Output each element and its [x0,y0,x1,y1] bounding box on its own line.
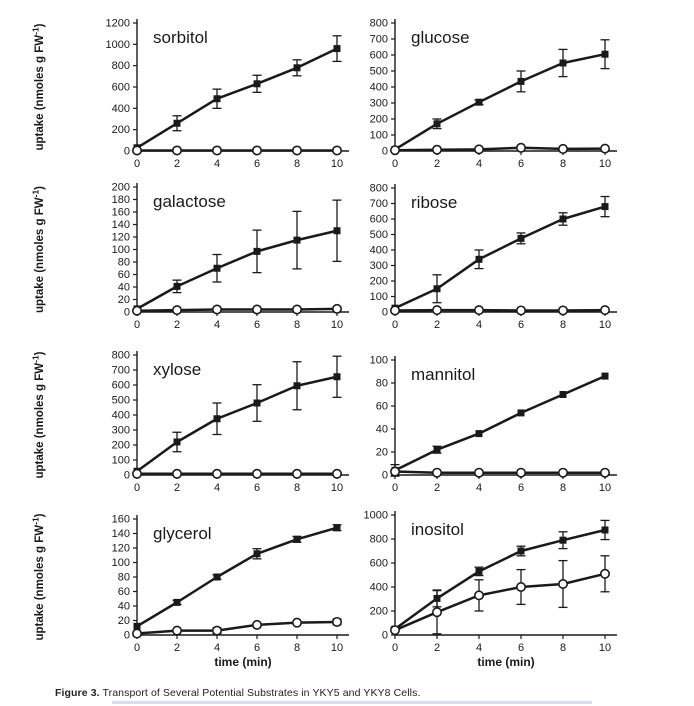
svg-text:100: 100 [369,129,388,142]
svg-text:2: 2 [173,482,181,494]
svg-text:0: 0 [123,629,130,642]
svg-text:10: 10 [598,482,612,494]
svg-text:60: 60 [375,400,388,413]
svg-text:120: 120 [111,231,130,244]
svg-text:40: 40 [117,600,130,613]
svg-text:500: 500 [111,394,130,407]
svg-text:xylose: xylose [153,360,202,379]
svg-text:700: 700 [369,198,388,210]
svg-text:10: 10 [598,642,612,654]
svg-text:6: 6 [253,642,261,654]
svg-text:4: 4 [213,158,221,170]
svg-text:8: 8 [293,482,301,494]
svg-text:6: 6 [253,319,261,331]
svg-text:300: 300 [111,424,130,437]
svg-text:0: 0 [381,469,388,482]
svg-text:glucose: glucose [411,28,470,47]
svg-text:8: 8 [559,319,567,331]
svg-text:100: 100 [369,291,388,303]
svg-text:0: 0 [381,306,388,319]
svg-text:0: 0 [391,482,399,494]
svg-text:8: 8 [559,158,567,170]
svg-text:100: 100 [111,244,130,256]
chart-panel-8 [360,505,694,706]
svg-text:1000: 1000 [363,509,388,522]
panel-3 [30,170,360,335]
svg-text:1200: 1200 [105,17,130,30]
svg-text:ribose: ribose [411,193,458,212]
svg-text:2: 2 [433,319,441,331]
svg-text:galactose: galactose [153,192,226,211]
svg-text:140: 140 [111,219,130,231]
svg-text:time (min): time (min) [477,655,535,669]
svg-text:uptake (nmoles g FW-1): uptake (nmoles g $FW^{-1}$) [30,185,46,314]
svg-text:200: 200 [369,605,388,618]
svg-text:800: 800 [369,533,388,546]
svg-text:10: 10 [330,642,344,654]
svg-text:800: 800 [369,182,388,195]
svg-text:140: 140 [111,528,130,540]
svg-text:800: 800 [369,17,388,30]
svg-text:800: 800 [111,60,130,73]
svg-text:4: 4 [475,158,483,170]
svg-text:400: 400 [369,244,388,257]
svg-text:200: 200 [111,124,130,137]
chart-panel-3 [30,170,360,335]
svg-text:4: 4 [475,642,483,654]
svg-text:80: 80 [117,571,130,584]
svg-text:500: 500 [369,229,388,241]
svg-text:400: 400 [369,581,388,594]
svg-text:400: 400 [111,102,130,115]
svg-text:8: 8 [293,642,301,654]
svg-text:300: 300 [369,260,388,272]
svg-text:160: 160 [111,206,130,219]
svg-text:10: 10 [598,319,612,331]
svg-text:0: 0 [133,158,141,170]
svg-text:700: 700 [111,364,130,377]
svg-text:40: 40 [375,423,388,436]
figure-caption [55,687,420,699]
svg-text:0: 0 [133,319,141,331]
svg-text:2: 2 [173,319,181,331]
svg-text:6: 6 [517,158,525,170]
chart-panel-7 [30,505,360,706]
chart-panel-1 [30,5,360,170]
svg-text:0: 0 [381,629,388,642]
figure-caption-text: Transport of Several Potential Substrates in YKY5 and YKY8 Cells. [102,687,421,699]
svg-text:4: 4 [213,482,221,494]
svg-text:600: 600 [111,379,130,392]
svg-text:4: 4 [475,319,483,331]
svg-text:0: 0 [381,145,388,158]
svg-text:60: 60 [117,269,130,281]
chart-panel-2 [360,5,694,170]
svg-text:180: 180 [111,194,130,206]
svg-text:1000: 1000 [105,38,130,51]
svg-text:60: 60 [117,586,130,598]
svg-text:uptake (nmoles g FW-1): uptake (nmoles g $FW^{-1}$) [30,23,46,151]
chart-panel-6 [360,340,694,505]
svg-text:sorbitol: sorbitol [153,28,208,47]
panel-2 [360,5,694,170]
svg-text:20: 20 [117,615,130,627]
svg-text:200: 200 [369,113,388,126]
svg-text:100: 100 [111,557,130,569]
svg-text:2: 2 [173,158,181,170]
svg-text:uptake (nmoles g FW-1): uptake (nmoles g $FW^{-1}$) [30,513,46,641]
svg-text:4: 4 [213,642,221,654]
svg-text:2: 2 [433,642,441,654]
svg-text:120: 120 [111,542,130,555]
chart-panel-4 [360,170,694,335]
svg-text:2: 2 [433,158,441,170]
svg-text:20: 20 [375,446,388,459]
svg-text:0: 0 [133,482,141,494]
panel-7 [30,505,360,706]
svg-text:6: 6 [517,482,525,494]
svg-text:0: 0 [133,642,141,654]
svg-text:200: 200 [111,181,130,194]
svg-text:8: 8 [559,482,567,494]
svg-text:mannitol: mannitol [411,365,476,384]
svg-text:glycerol: glycerol [153,524,212,543]
svg-text:6: 6 [517,319,525,331]
svg-text:20: 20 [117,294,130,306]
bottom-artifact-bar [112,701,592,704]
svg-text:4: 4 [213,319,221,331]
svg-text:0: 0 [391,319,399,331]
svg-text:10: 10 [598,158,612,170]
panel-6 [360,340,694,505]
svg-text:400: 400 [369,81,388,94]
svg-text:8: 8 [559,642,567,654]
panel-8 [360,505,694,706]
svg-text:6: 6 [253,482,261,494]
svg-text:10: 10 [330,482,344,494]
svg-text:700: 700 [369,33,388,46]
svg-text:500: 500 [369,65,388,78]
svg-text:8: 8 [293,158,301,170]
svg-text:0: 0 [123,306,130,319]
panel-4 [360,170,694,335]
svg-text:100: 100 [369,354,388,367]
figure-caption-label: Figure 3. [55,687,100,699]
svg-text:800: 800 [111,349,130,362]
svg-text:inositol: inositol [411,520,464,539]
svg-text:600: 600 [111,81,130,94]
svg-text:0: 0 [391,642,399,654]
svg-text:time (min): time (min) [214,655,272,669]
panel-5 [30,340,360,505]
svg-text:300: 300 [369,97,388,110]
svg-text:0: 0 [123,145,130,158]
svg-text:160: 160 [111,513,130,526]
svg-text:400: 400 [111,409,130,422]
svg-text:0: 0 [123,469,130,482]
svg-text:40: 40 [117,281,130,294]
svg-text:600: 600 [369,213,388,226]
svg-text:80: 80 [375,377,388,390]
svg-text:0: 0 [391,158,399,170]
svg-text:200: 200 [369,275,388,288]
svg-text:600: 600 [369,557,388,570]
svg-text:200: 200 [111,439,130,452]
svg-text:10: 10 [330,158,344,170]
svg-text:80: 80 [117,256,130,269]
svg-text:100: 100 [111,454,130,467]
svg-text:uptake (nmoles g FW-1): uptake (nmoles g $FW^{-1}$) [30,351,46,479]
svg-text:4: 4 [475,482,483,494]
svg-text:2: 2 [433,482,441,494]
svg-text:6: 6 [517,642,525,654]
svg-text:2: 2 [173,642,181,654]
svg-text:8: 8 [293,319,301,331]
svg-text:6: 6 [253,158,261,170]
svg-text:10: 10 [330,319,344,331]
chart-panel-5 [30,340,360,505]
panel-1 [30,5,360,170]
svg-text:600: 600 [369,49,388,62]
